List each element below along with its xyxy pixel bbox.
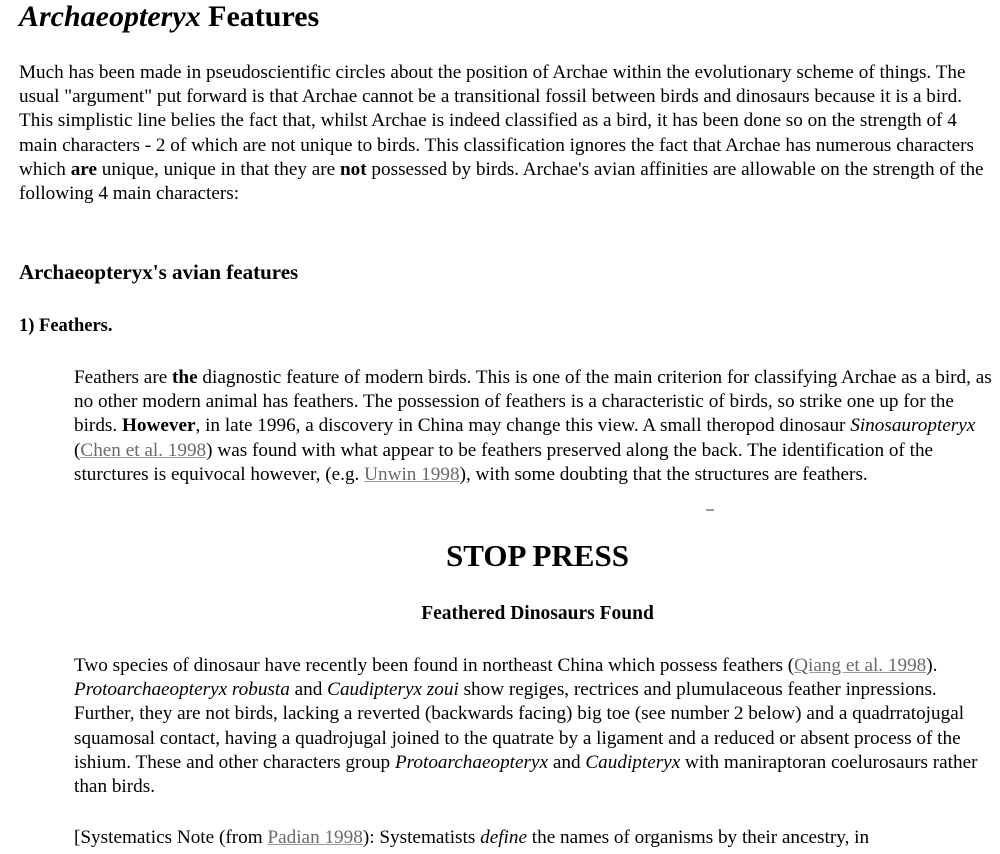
feathers-text-1: Feathers are (74, 367, 173, 388)
intro-text-3: possessed by birds. Archae's avian affinities are allowable on the strength of the following 4 main characters: (19, 158, 984, 205)
stray-mark (706, 509, 714, 511)
unwin-1998-link[interactable]: Unwin 1998 (364, 463, 460, 485)
intro-bold-not: not (339, 158, 367, 180)
note-text-2: ): Systematists (362, 827, 481, 848)
feathers-text-4: ( (74, 439, 81, 461)
found-text-3: and (289, 679, 328, 701)
qiang-1998-link[interactable]: Qiang et al. 1998 (794, 655, 927, 676)
feathers-text-6: ), with some doubting that the structures are feathers. (459, 463, 868, 485)
section-heading: Archaeopteryx's avian features (19, 260, 299, 284)
feathers-bold-however: However (121, 415, 196, 437)
intro-text-2: unique, unique in that they are (96, 158, 340, 180)
found-species-2: Caudipteryx zoui (327, 679, 459, 701)
found-text-4: show regiges, rectrices and plumulaceous feather inpressions. Further, they are not birds, lacking a reverted (backwards facing) big toe (see number 2 below) and a quadrratojugal squamosal contact, having a quadrojugal joined to the quatrate by a ligament and a reduced or absent process of the ishium. These and other characters group (74, 679, 965, 773)
found-text-5: and (548, 751, 586, 773)
feathers-text-2: diagnostic feature of modern birds. This is one of the main criterion for classifying Archae as a bird, as no other modern animal has feathers. The possession of feathers is a characteristic of birds, so strike one up for the birds. (74, 367, 992, 437)
page-title (19, 0, 319, 34)
stop-press-heading: STOP PRESS (446, 538, 629, 573)
found-genus-2: Caudipteryx (585, 751, 681, 773)
stop-press-subheading: Feathered Dinosaurs Found (421, 603, 654, 624)
note-text-1: [Systematics Note (from (74, 827, 268, 848)
intro-bold-are: are (70, 158, 97, 180)
padian-1998-link[interactable]: Padian 1998 (267, 827, 363, 848)
note-italic-define: define (480, 827, 527, 848)
title-rest: Features (200, 0, 320, 33)
feathers-bold-the: the (172, 367, 198, 388)
found-text-1: Two species of dinosaur have recently been found in northeast China which possess feathers ( (74, 655, 795, 676)
found-species-1: Protoarchaeopteryx robusta (74, 679, 290, 701)
note-text-3: the names of organisms by their ancestry, in (527, 827, 870, 848)
feathers-text-3: , in late 1996, a discovery in China may change this view. A small theropod dinosaur (195, 415, 851, 437)
feathers-text-5: ) was found with what appear to be feathers preserved along the back. The identification of the sturctures is equivocal however, (e.g. (74, 439, 934, 485)
subsection-heading: 1) Feathers. (19, 316, 113, 336)
title-italic: Archaeopteryx (19, 0, 201, 33)
systematics-note-paragraph (74, 826, 1000, 850)
found-text-2: ). (926, 655, 938, 676)
feathers-paragraph (74, 366, 998, 487)
intro-paragraph (19, 61, 999, 206)
found-paragraph (74, 654, 996, 799)
chen-1998-link[interactable]: Chen et al. 1998 (80, 439, 207, 461)
found-genus-1: Protoarchaeopteryx (394, 751, 549, 773)
found-text-6: with maniraptoran coelurosaurs rather than birds. (74, 751, 978, 798)
feathers-species-name: Sinosauropteryx (850, 415, 976, 437)
intro-text-1: Much has been made in pseudoscientific circles about the position of Archae within the evolutionary scheme of things. The usual "argument" put forward is that Archae cannot be a transitional fossil between birds and dinosaurs because it is a bird. This simplistic line belies the fact that, whilst Archae is indeed classified as a bird, it has been done so on the strength of 4 main characters - 2 of which are not unique to birds. This classification ignores the fact that Archae has numerous characters which (19, 62, 974, 180)
